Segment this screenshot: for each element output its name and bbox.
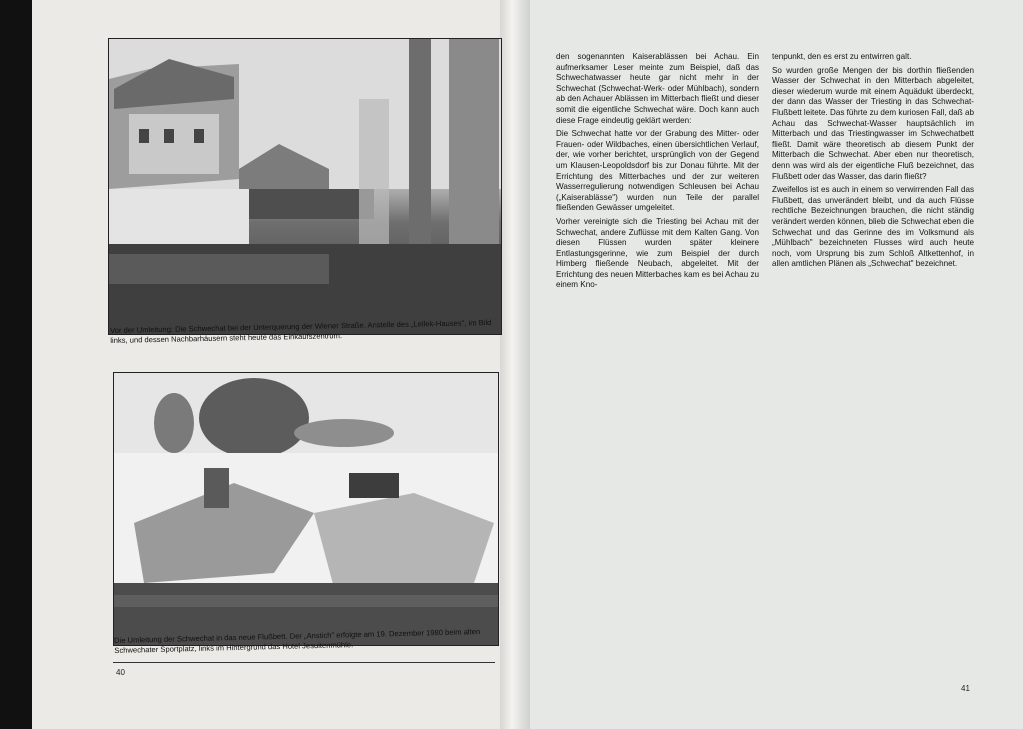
- text-column-left: [556, 52, 759, 294]
- paragraph: Die Schwechat hatte vor der Grabung des Mitter- oder Frauen- oder Wildbaches, einen übersichtlichen Verlauf, der, wie vorher berichtet, ursprünglich von der Gegend um Klausen-Leopoldsdorf bis zur Donau führte. Mit der Errichtung des Mitterbaches und der zur weiteren Wasserregulierung notwendigen Schleusen bei Achau („Kaiserablässe") wurden nun Teile der parallel fließenden Gewässer umgeleitet.: [556, 129, 759, 213]
- book-gutter: [500, 0, 530, 729]
- page-number-left: 40: [116, 668, 125, 677]
- paragraph: Zweifellos ist es auch in einem so verwirrenden Fall das Flußbett, das unverändert bleibt, und da auch Flüsse rechtliche Bezeichnungen brauchen, die nicht ständig verändert werden können, blieb die Schwechat eben die Schwechat und das Gerinne des im Volksmund als „Mühlbach" bezeichneten Flusses wird auch heute noch, vom Ursprung bis zum Schloß Altkettenhof, in allen amtlichen Plänen als „Schwechat" bezeichnet.: [772, 185, 974, 269]
- footer-rule: [113, 662, 495, 663]
- page-number-right: 41: [961, 684, 970, 693]
- photo-river-bridge: [108, 38, 502, 335]
- paragraph: den sogenannten Kaiserablässen bei Achau. Ein aufmerksamer Leser meinte zum Beispiel, daß das Schwechatwasser heute gar nicht mehr in der Schwechat (Schwechat-Werk- oder Mühlbach), sondern ab den Achauer Ablässen im Mitterbach fließt und dieser somit die eigentliche Schwechat wäre. Doch kann auch diese Frage eindeutig geklärt werden:: [556, 52, 759, 125]
- caption-bottom-photo: Die Umleitung der Schwechat in das neue Flußbett. Der „Anstich" erfolgte am 19. Dezember 1980 beim alten Schwechater Sportplatz, links im Hintergrund das Hotel Jesuitenmühle.: [114, 627, 481, 655]
- paragraph: Vorher vereinigte sich die Triesting bei Achau mit der Schwechat, andere Zuflüsse mit dem Kalten Gang. Von diesen Flüssen wurden später kleinere Entlastungsgerinne, wie zum Beispiel der durch Himberg fließende Neubach, abgeleitet. Mit der Errichtung des neuen Mitterbaches kam es bei Achau zu einem Kno-: [556, 216, 759, 290]
- text-column-right: [772, 52, 974, 273]
- paragraph: tenpunkt, den es erst zu entwirren galt.: [772, 52, 912, 61]
- paragraph: So wurden große Mengen der bis dorthin fließenden Wasser der Schwechat in den Mitterbach abgeleitet, dieser wiederum wurde mit einem Aquädukt überdeckt, der dann das Wasser der Triesting in das Schwechat-Flußbett leitete. Das führte zu dem kuriosen Fall, daß ab Achau das Schwechat-Wasser hauptsächlich im Mitterbach und das Triestingwasser im Schwechatbett fließt. Damit wäre theoretisch ab diesem Punkt der Mitterbach die Schwechat. Aber eben nur theoretisch, denn was wird als der eigentliche Fluß bezeichnet, das Flußbett oder das Wasser, das darin fließt?: [772, 65, 974, 181]
- caption-top-photo: Vor der Umleitung: Die Schwechat bei der Unterquerung der Wiener Straße. Anstelle des „Lellek-Hauses", im Bild links, und dessen Nachbarhäusern steht heute das Einkaufszentrum.: [110, 318, 492, 345]
- photo-construction-riverbed: [113, 372, 499, 646]
